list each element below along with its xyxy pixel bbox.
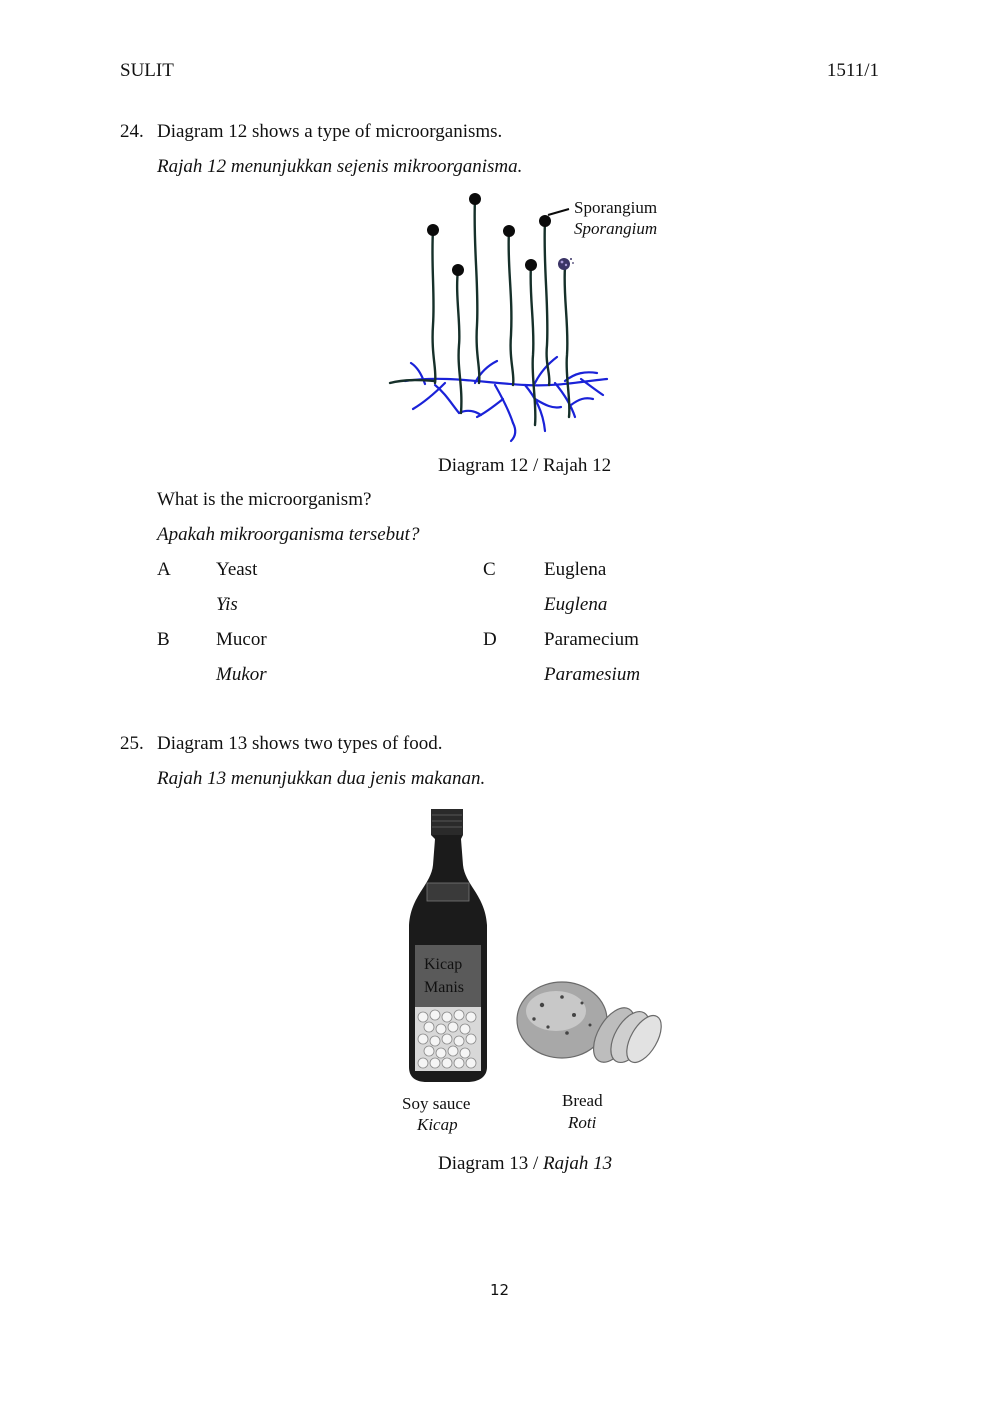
option-c-ms: Euglena bbox=[544, 594, 608, 615]
header-right: 1511/1 bbox=[826, 60, 879, 81]
header-left: SULIT bbox=[120, 60, 174, 81]
q25-stem-en: Diagram 13 shows two types of food. bbox=[157, 733, 443, 754]
sporangium-label-ms: Sporangium bbox=[574, 219, 658, 238]
page-number: 12 bbox=[490, 1281, 510, 1299]
bottle-label-manis: Manis bbox=[424, 979, 464, 996]
bread-label-en: Bread bbox=[562, 1091, 603, 1110]
option-d-letter: D bbox=[483, 629, 497, 650]
soy-sauce-label-ms: Kicap bbox=[417, 1115, 458, 1134]
option-d-ms: Paramesium bbox=[544, 664, 641, 685]
diagram-13-caption bbox=[438, 1153, 612, 1175]
diagram-12-caption: Diagram 12 / Rajah 12 bbox=[438, 455, 612, 476]
option-b-letter: B bbox=[157, 629, 170, 650]
option-c-letter: C bbox=[483, 559, 496, 580]
option-a-letter: A bbox=[157, 559, 171, 580]
option-d-en: Paramecium bbox=[544, 629, 639, 650]
sporangium-label-en: Sporangium bbox=[574, 198, 658, 217]
q25-stem-ms: Rajah 13 menunjukkan dua jenis makanan. bbox=[157, 768, 486, 789]
sporangiophores bbox=[390, 199, 569, 425]
bottle-label-kicap: Kicap bbox=[424, 956, 463, 973]
diagram-13-caption-en: Diagram 13 / bbox=[438, 1153, 539, 1174]
soy-sauce-label-en: Soy sauce bbox=[402, 1094, 471, 1113]
q24-question-en: What is the microorganism? bbox=[157, 489, 372, 510]
option-b-ms: Mukor bbox=[216, 664, 267, 685]
q24-number: 24. bbox=[120, 121, 144, 142]
q25-number: 25. bbox=[120, 733, 144, 754]
q24-stem-ms: Rajah 12 menunjukkan sejenis mikroorganisma. bbox=[157, 156, 523, 177]
soy-sauce-bottle bbox=[405, 805, 495, 1085]
label-pointer-line bbox=[548, 209, 569, 215]
bread-label-ms: Roti bbox=[568, 1113, 597, 1132]
q24-stem-en: Diagram 12 shows a type of microorganisms. bbox=[157, 121, 503, 142]
option-c-en: Euglena bbox=[544, 559, 607, 580]
sporangium-heads bbox=[427, 193, 551, 276]
option-b-en: Mucor bbox=[216, 629, 267, 650]
bursting-sporangium bbox=[558, 258, 574, 270]
bread-image bbox=[512, 975, 664, 1070]
soybeans bbox=[418, 1010, 476, 1068]
q24-question-ms: Apakah mikroorganisma tersebut? bbox=[157, 524, 420, 545]
diagram-13-caption-ms: Rajah 13 bbox=[543, 1153, 613, 1174]
option-a-en: Yeast bbox=[216, 559, 258, 580]
option-a-ms: Yis bbox=[216, 594, 238, 615]
